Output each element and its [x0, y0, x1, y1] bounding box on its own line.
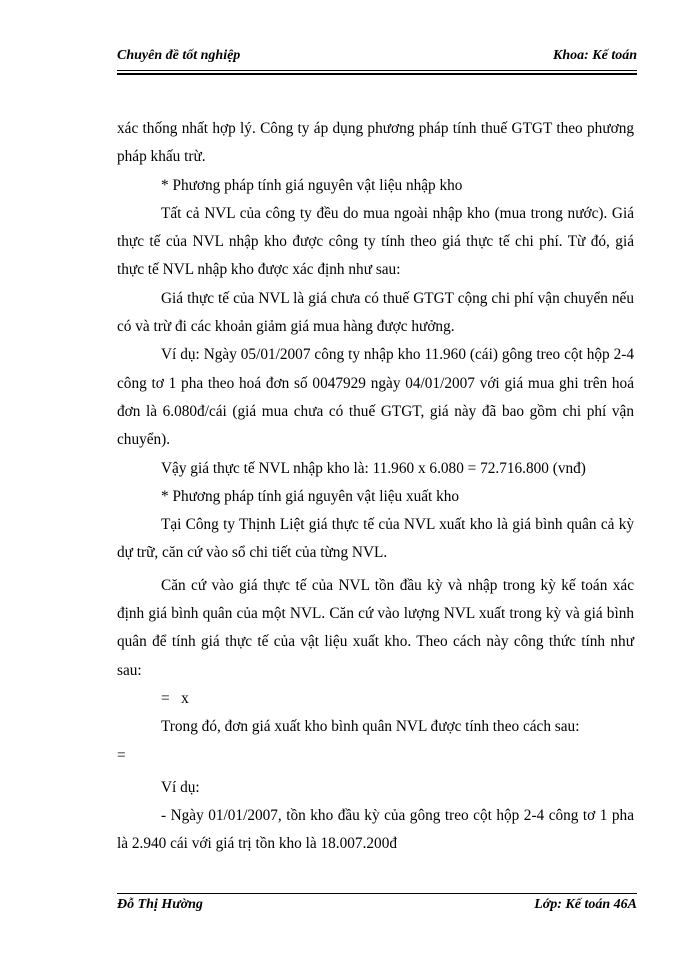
footer-rule	[117, 893, 637, 894]
header-rule-thin	[117, 70, 637, 71]
paragraph: Ví dụ:	[161, 778, 200, 796]
paragraph: Giá thực tế của NVL là giá chưa có thuế GTGT cộng chi phí vận chuyển nếu có và trừ đi các khoản giảm giá mua hàng được hưởng.	[117, 289, 634, 336]
section-heading: * Phương pháp tính giá nguyên vật liệu nhập kho	[161, 176, 463, 194]
footer-author: Đỗ Thị Hường	[117, 897, 203, 912]
header-rule-thick	[117, 73, 637, 75]
section-heading: * Phương pháp tính giá nguyên vật liệu xuất kho	[161, 487, 460, 505]
page-footer	[117, 897, 637, 917]
page-header	[117, 48, 637, 68]
formula-line: =	[117, 746, 126, 764]
paragraph: Tại Công ty Thịnh Liệt giá thực tế của NVL xuất kho là giá bình quân cả kỳ dự trữ, căn cứ vào sổ chi tiết của từng NVL.	[117, 516, 634, 562]
paragraph: Tất cả NVL của công ty đều do mua ngoài nhập kho (mua trong nước). Giá thực tế của NVL nhập kho được công ty tính theo giá thực tế chi phí. Từ đó, giá thực tế NVL nhập kho được xác định như sau:	[117, 204, 634, 279]
paragraph: Trong đó, đơn giá xuất kho bình quân NVL được tính theo cách sau:	[161, 718, 580, 736]
paragraph: Ví dụ: Ngày 05/01/2007 công ty nhập kho 11.960 (cái) gông treo cột hộp 2-4 công tơ 1 pha theo hoá đơn số 0047929 ngày 04/01/2007 với giá mua ghi trên hoá đơn là 6.080đ/cái (giá mua chưa có thuế GTGT, giá này đã bao gồm chi phí vận chuyển).	[117, 346, 634, 449]
header-department: Khoa: Kế toán	[552, 48, 637, 63]
footer-class: Lớp: Kế toán 46A	[534, 897, 637, 912]
paragraph: - Ngày 01/01/2007, tồn kho đầu kỳ của gông treo cột hộp 2-4 công tơ 1 pha là 2.940 cái với giá trị tồn kho là 18.007.200đ	[117, 807, 634, 853]
header-document-title: Chuyên đề tốt nghiệp	[117, 48, 241, 63]
document-body	[117, 115, 634, 859]
paragraph: Căn cứ vào giá thực tế của NVL tồn đầu kỳ và nhập trong kỳ kế toán xác định giá bình quân của một NVL. Căn cứ vào lượng NVL xuất trong kỳ và giá bình quân để tính giá thực tế của vật liệu xuất kho. Theo cách này công thức tính như sau:	[117, 576, 634, 679]
paragraph: Vậy giá thực tế NVL nhập kho là: 11.960 x 6.080 = 72.716.800 (vnđ)	[161, 459, 586, 477]
paragraph: xác thống nhất hợp lý. Công ty áp dụng phương pháp tính thuế GTGT theo phương pháp khấu trừ.	[117, 120, 634, 166]
formula-line: = x	[161, 689, 189, 707]
